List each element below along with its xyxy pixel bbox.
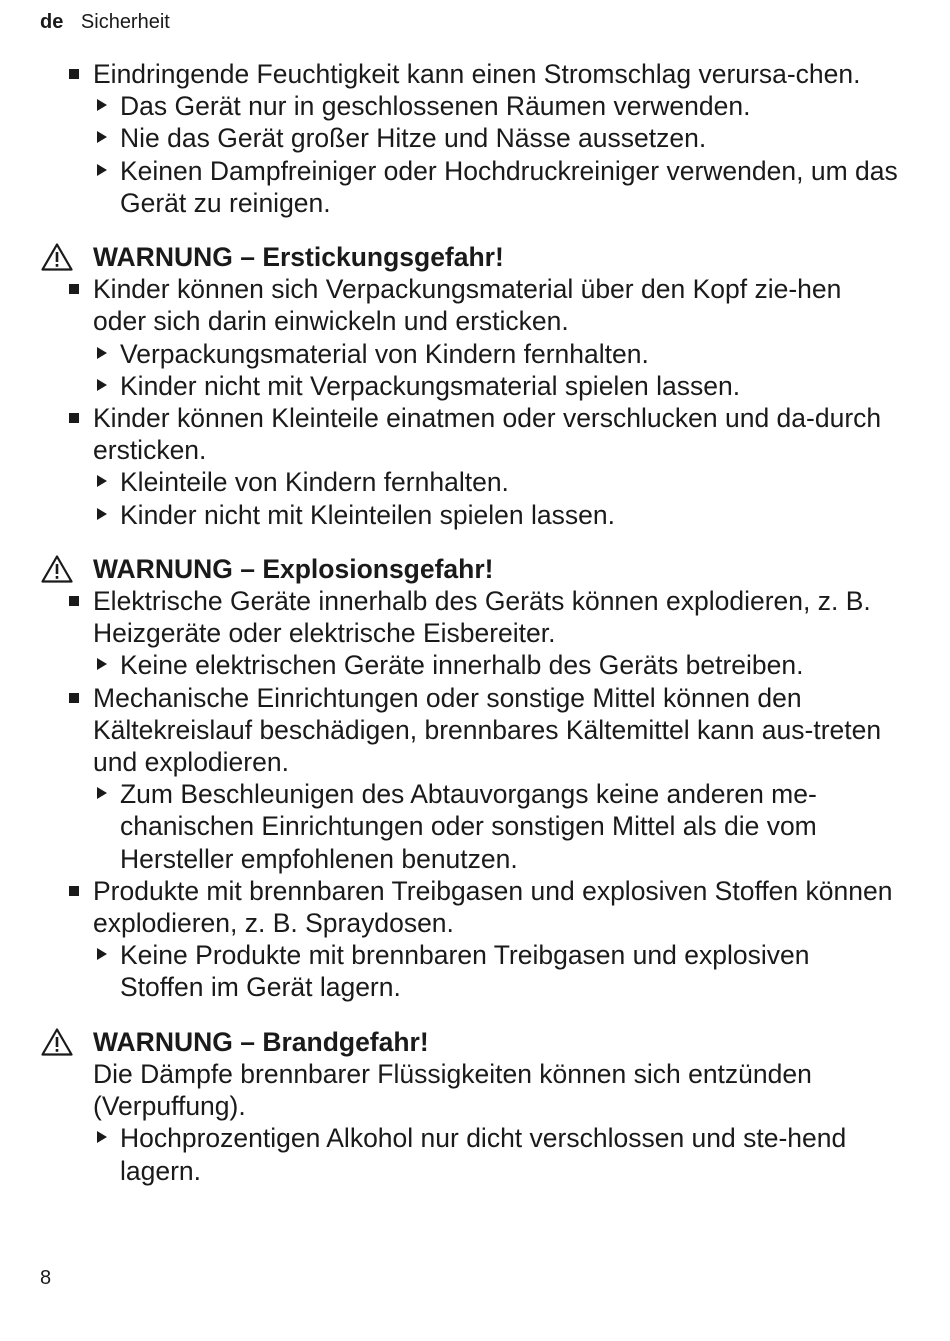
triangle-arrow-icon — [97, 347, 107, 359]
triangle-arrow-icon — [97, 475, 107, 487]
action-text: Keinen Dampfreiniger oder Hochdruckreiniger verwenden, um das Gerät zu reinigen. — [120, 155, 898, 218]
action-text: Das Gerät nur in geschlossenen Räumen verwenden. — [120, 91, 751, 122]
safety-content — [0, 58, 950, 1187]
square-bullet-icon — [69, 886, 79, 896]
square-bullet-icon — [69, 413, 79, 423]
triangle-arrow-icon — [97, 508, 107, 520]
warning-triangle-icon — [41, 1028, 73, 1056]
triangle-arrow-icon — [97, 948, 107, 960]
action-item — [0, 499, 950, 531]
hazard-item — [0, 585, 950, 649]
action-item — [0, 1122, 950, 1186]
action-item — [0, 90, 950, 122]
warning-heading — [0, 241, 950, 273]
action-item — [0, 939, 950, 1003]
triangle-arrow-icon — [97, 1131, 107, 1143]
triangle-arrow-icon — [97, 99, 107, 111]
square-bullet-icon — [69, 596, 79, 606]
square-bullet-icon — [69, 693, 79, 703]
hazard-item — [0, 402, 950, 466]
triangle-arrow-icon — [97, 379, 107, 391]
hazard-item — [0, 682, 950, 779]
action-item — [0, 466, 950, 498]
warning-title: WARNUNG – Erstickungsgefahr! — [93, 242, 504, 273]
action-text: Kinder nicht mit Verpackungsmaterial spielen lassen. — [120, 370, 741, 401]
square-bullet-icon — [69, 284, 79, 294]
triangle-arrow-icon — [97, 787, 107, 799]
hazard-item — [0, 273, 950, 337]
language-code: de — [40, 11, 64, 33]
action-item — [0, 122, 950, 154]
warning-triangle-icon — [41, 243, 73, 271]
action-text: Kinder nicht mit Kleinteilen spielen lassen. — [120, 499, 615, 530]
page-number: 8 — [40, 1267, 52, 1289]
warning-triangle-icon — [41, 555, 73, 583]
action-text: Keine Produkte mit brennbaren Treibgasen und explosiven Stoffen im Gerät lagern. — [120, 940, 810, 1003]
hazard-item — [0, 58, 950, 90]
hazard-paragraph: Die Dämpfe brennbarer Flüssigkeiten können sich entzünden (Verpuffung). — [93, 1058, 812, 1122]
section-title: Sicherheit — [80, 11, 170, 33]
action-text: Nie das Gerät großer Hitze und Nässe aussetzen. — [120, 123, 707, 154]
action-item — [0, 649, 950, 681]
warning-title: WARNUNG – Brandgefahr! — [93, 1026, 429, 1057]
warning-heading — [0, 1026, 950, 1058]
action-item — [0, 370, 950, 402]
hazard-text: Eindringende Feuchtigkeit kann einen Stromschlag verursa-chen. — [93, 59, 861, 89]
action-item — [0, 778, 950, 875]
action-text: Verpackungsmaterial von Kindern fernhalten. — [120, 338, 649, 369]
hazard-text: Kinder können Kleinteile einatmen oder verschlucken und da-durch ersticken. — [93, 403, 882, 466]
hazard-text: Elektrische Geräte innerhalb des Geräts können explodieren, z. B. Heizgeräte oder elektrische Eisbereiter. — [93, 586, 871, 649]
hazard-text: Produkte mit brennbaren Treibgasen und explosiven Stoffen können explodieren, z. B. Spraydosen. — [93, 875, 893, 939]
triangle-arrow-icon — [97, 164, 107, 176]
square-bullet-icon — [69, 69, 79, 79]
action-text: Zum Beschleunigen des Abtauvorgangs keine anderen me-chanischen Einrichtungen oder sonstigen Mittel als die vom Hersteller empfohlenen benutzen. — [120, 779, 817, 874]
action-text: Keine elektrischen Geräte innerhalb des Geräts betreiben. — [120, 650, 804, 681]
hazard-text: Mechanische Einrichtungen oder sonstige Mittel können den Kältekreislauf beschädigen, brennbares Kältemittel kann aus-treten und explodieren. — [93, 682, 882, 778]
triangle-arrow-icon — [97, 131, 107, 143]
action-item — [0, 338, 950, 370]
action-item — [0, 155, 950, 219]
triangle-arrow-icon — [97, 658, 107, 670]
page-header — [40, 10, 170, 34]
hazard-text: Kinder können sich Verpackungsmaterial über den Kopf zie-hen oder sich darin einwickeln und ersticken. — [93, 274, 842, 337]
warning-heading — [0, 553, 950, 585]
hazard-item — [0, 875, 950, 939]
action-text: Hochprozentigen Alkohol nur dicht verschlossen und ste-hend lagern. — [120, 1123, 847, 1186]
warning-title: WARNUNG – Explosionsgefahr! — [93, 553, 494, 584]
action-text: Kleinteile von Kindern fernhalten. — [120, 467, 509, 498]
